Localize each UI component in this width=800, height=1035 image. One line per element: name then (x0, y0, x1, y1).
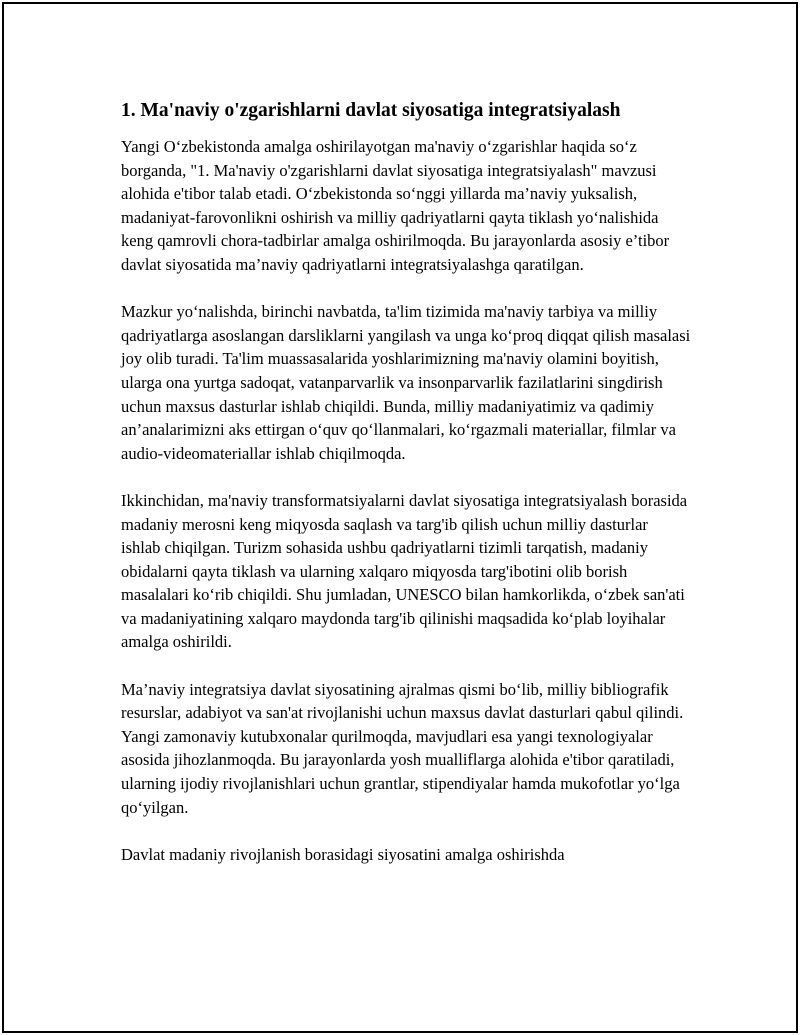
page-frame (2, 2, 798, 1033)
paragraph-integration: Ma’naviy integratsiya davlat siyosatining ajralmas qismi bo‘lib, milliy bibliografik resurslar, adabiyot va san'at rivojlanishi uchun maxsus davlat dasturlari qabul qilindi. Yangi zamonaviy kutubxonalar qurilmoqda, mavjudlari esa yangi texnologiyalar asosida jihozlanmoqda. Bu jarayonlarda yosh mualliflarga alohida e'tibor qaratiladi, ularning ijodiy rivojlanishlari uchun grantlar, stipendiyalar hamda mukofotlar yo‘lga qo‘yilgan. (121, 679, 684, 817)
paragraph-continuation: Davlat madaniy rivojlanish borasidagi siyosatini amalga oshirishda (121, 844, 565, 864)
paragraph-intro: Yangi O‘zbekistonda amalga oshirilayotgan ma'naviy o‘zgarishlar haqida so‘z borganda, "1. Ma'naviy o'zgarishlarni davlat siyosatiga integratsiyalash" mavzusi alohida e'tibor talab etadi. O‘zbekistonda so‘nggi yillarda ma’naviy yuksalish, madaniyat-farovonlikni oshirish va milliy qadriyatlarni qayta tiklash yo‘nalishida keng qamrovli chora-tadbirlar amalga oshirilmoqda. Bu jarayonlarda asosiy e’tibor davlat siyosatida ma’naviy qadriyatlarni integratsiyalashga qaratilgan. (121, 137, 670, 274)
document-body (121, 99, 691, 866)
paragraph-heritage: Ikkinchidan, ma'naviy transformatsiyalarni davlat siyosatiga integratsiyalash borasida madaniy merosni keng miqyosda saqlash va targ'ib qilish uchun milliy dasturlar ishlab chiqilgan. Turizm sohasida ushbu qadriyatlarni tizimli tarqatish, madaniy obidalarni qayta tiklash va ularning xalqaro miqyosda targ'ibotini olib borish masalalari ko‘rib chiqildi. Shu jumladan, UNESCO bilan hamkorlikda, o‘zbek san'ati va madaniyatining xalqaro maydonda targ'ib qilinishi maqsadida ko‘plab loyihalar amalga oshirildi. (121, 490, 688, 652)
paragraph-education: Mazkur yo‘nalishda, birinchi navbatda, ta'lim tizimida ma'naviy tarbiya va milliy qadriyatlarga asoslangan darsliklarni yangilash va unga ko‘proq diqqat qilish masalasi joy olib turadi. Ta'lim muassasalarida yoshlarimizning ma'naviy olamini boyitish, ularga ona yurtga sadoqat, vatanparvarlik va insonparvarlik fazilatlarini singdirish uchun maxsus dasturlar ishlab chiqildi. Bunda, milliy madaniyatimiz va qadimiy an’analarimizni aks ettirgan o‘quv qo‘llanmalari, ko‘rgazmali materiallar, filmlar va audio-videomateriallar ishlab chiqilmoqda. (121, 302, 691, 463)
document-title: 1. Ma'naviy o'zgarishlarni davlat siyosatiga integratsiyalash (121, 100, 621, 121)
